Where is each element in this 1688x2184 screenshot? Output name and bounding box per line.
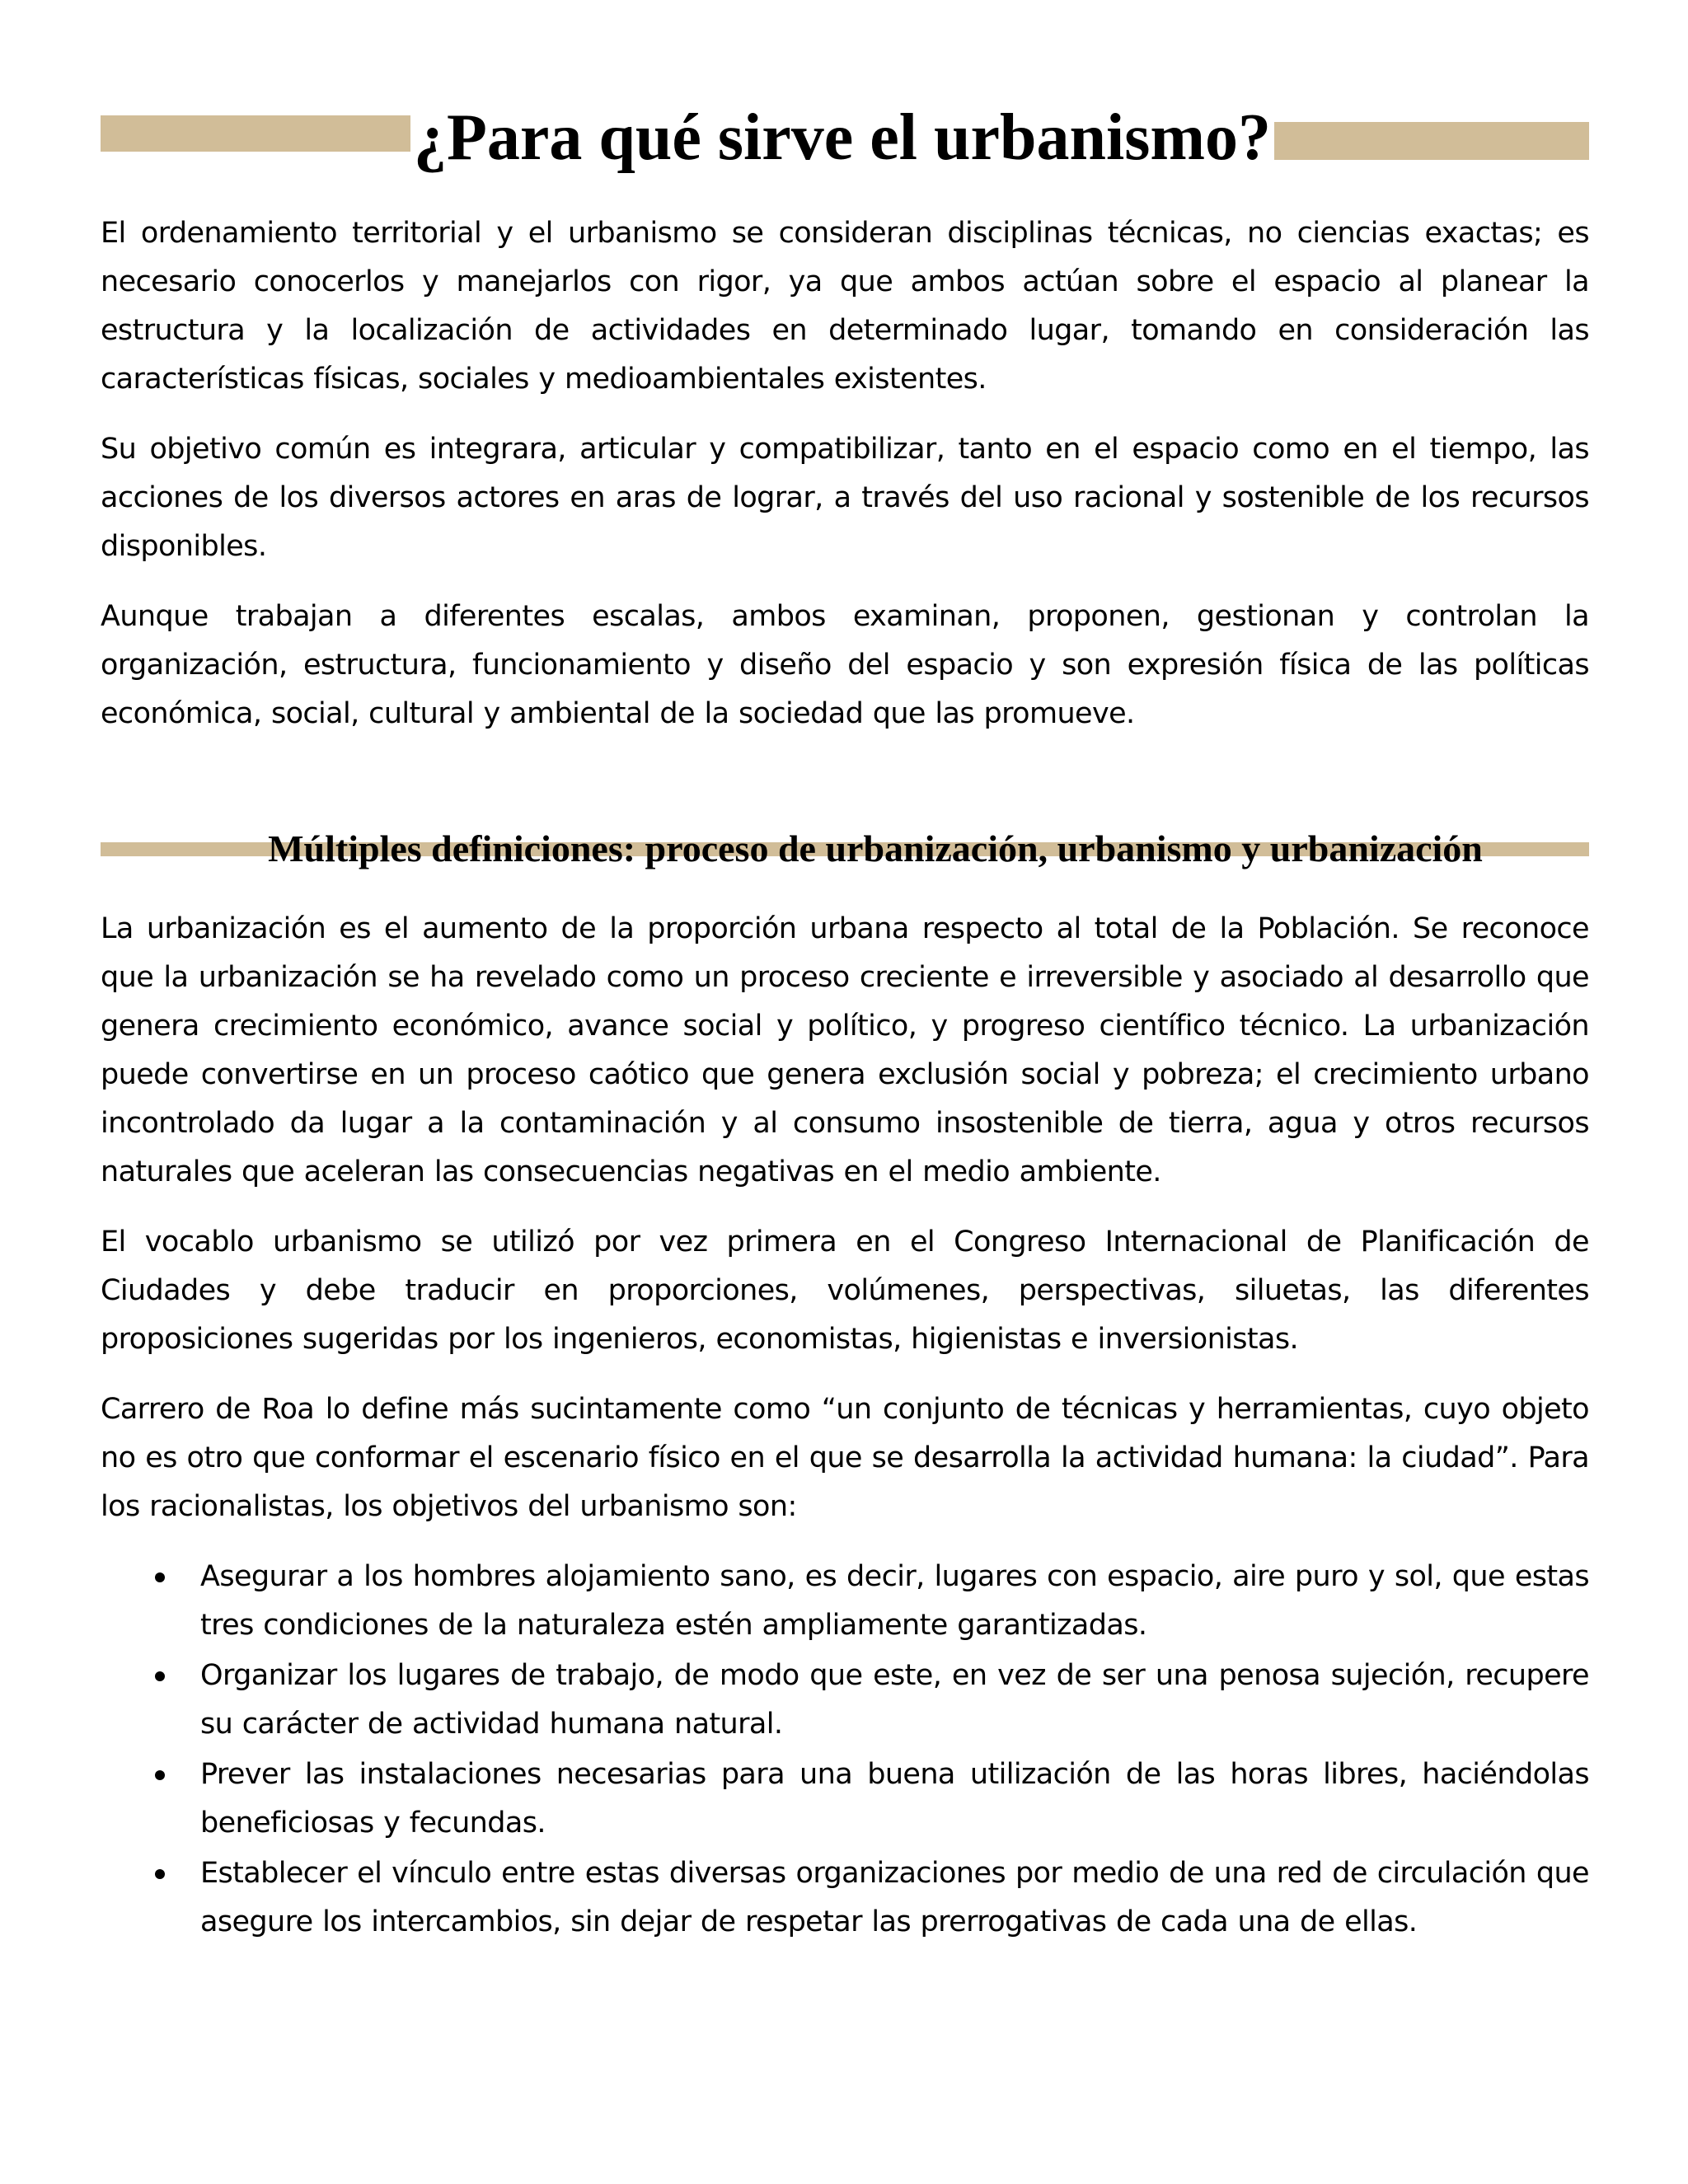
section-heading-row xyxy=(101,824,1589,874)
bullet-icon xyxy=(155,1671,165,1681)
bullet-icon xyxy=(155,1869,165,1879)
list-item xyxy=(101,1553,1589,1650)
page-title: ¿Para qué sirve el urbanismo? xyxy=(414,101,1271,174)
intro-paragraph-1: El ordenamiento territorial y el urbanismo se consideran disciplinas técnicas, no ciencias exactas; es necesario conocerlos y manejarlos con rigor, ya que ambos actúan sobre el espacio al planear la estructura y la localización de actividades en determinado lugar, tomando en consideración las características físicas, sociales y medioambientales existentes. xyxy=(101,217,1589,396)
title-row xyxy=(101,99,1589,190)
list-item-text: Organizar los lugares de trabajo, de modo que este, en vez de ser una penosa sujeción, recupere su carácter de actividad humana natural. xyxy=(200,1659,1589,1741)
list-item xyxy=(101,1849,1589,1947)
title-decor-bar-left xyxy=(101,115,410,152)
title-decor-bar-right xyxy=(1274,122,1589,160)
objectives-list xyxy=(101,1553,1589,1947)
section-paragraph-2: El vocablo urbanismo se utilizó por vez primera en el Congreso Internacional de Planificación de Ciudades y debe traducir en proporciones, volúmenes, perspectivas, siluetas, las diferentes proposiciones sugeridas por los ingenieros, economistas, higienistas e inversionistas. xyxy=(101,1226,1589,1356)
section-paragraph-3: Carrero de Roa lo define más sucintamente como “un conjunto de técnicas y herramientas, cuyo objeto no es otro que conformar el escenario físico en el que se desarrolla la actividad humana: la ciudad”. Para los racionalistas, los objetivos del urbanismo son: xyxy=(101,1393,1589,1523)
intro-paragraph-2: Su objetivo común es integrara, articular y compatibilizar, tanto en el espacio como en el tiempo, las acciones de los diversos actores en aras de lograr, a través del uso racional y sostenible de los recursos disponibles. xyxy=(101,433,1589,563)
section-heading: Múltiples definiciones: proceso de urbanización, urbanismo y urbanización xyxy=(268,827,1483,869)
list-item xyxy=(101,1652,1589,1749)
document-page xyxy=(101,99,1589,1948)
list-item-text: Asegurar a los hombres alojamiento sano, es decir, lugares con espacio, aire puro y sol, que estas tres condiciones de la naturaleza estén ampliamente garantizadas. xyxy=(200,1560,1589,1642)
list-item xyxy=(101,1750,1589,1848)
bullet-icon xyxy=(155,1770,165,1780)
intro-paragraph-3: Aunque trabajan a diferentes escalas, ambos examinan, proponen, gestionan y controlan la organización, estructura, funcionamiento y diseño del espacio y son expresión física de las políticas económica, social, cultural y ambiental de la sociedad que las promueve. xyxy=(101,600,1589,730)
section-paragraph-1: La urbanización es el aumento de la proporción urbana respecto al total de la Población. Se reconoce que la urbanización se ha revelado como un proceso creciente e irreversible y asociado al desarrollo que genera crecimiento económico, avance social y político, y progreso científico técnico. La urbanización puede convertirse en un proceso caótico que genera exclusión social y pobreza; el crecimiento urbano incontrolado da lugar a la contaminación y al consumo insostenible de tierra, agua y otros recursos naturales que aceleran las consecuencias negativas en el medio ambiente. xyxy=(101,912,1589,1188)
bullet-icon xyxy=(155,1572,165,1582)
list-item-text: Establecer el vínculo entre estas diversas organizaciones por medio de una red de circulación que asegure los intercambios, sin dejar de respetar las prerrogativas de cada una de ellas. xyxy=(200,1857,1589,1938)
list-item-text: Prever las instalaciones necesarias para una buena utilización de las horas libres, haciéndolas beneficiosas y fecundas. xyxy=(200,1758,1589,1840)
